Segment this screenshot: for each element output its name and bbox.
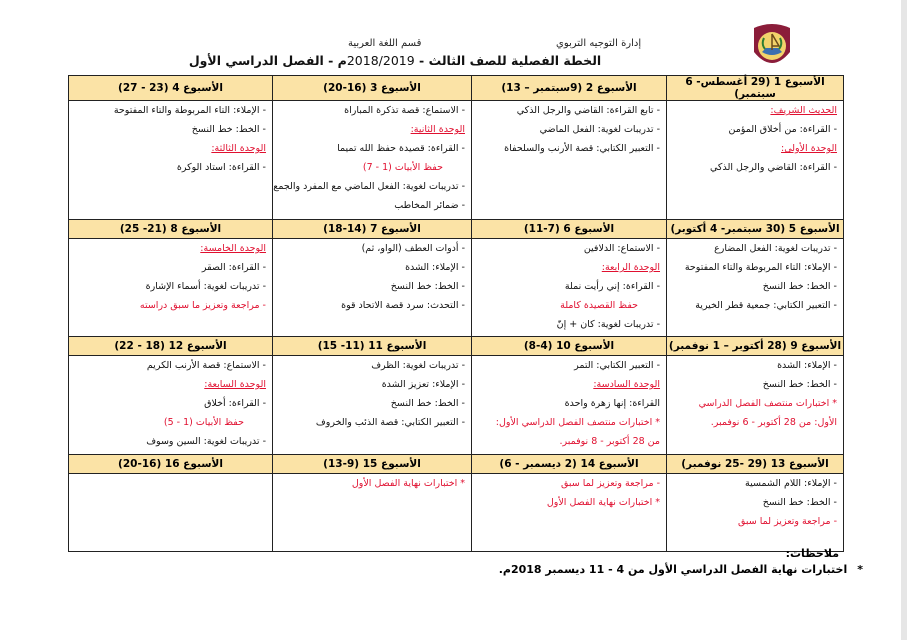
- lesson-text: - الإملاء: اللام الشمسية: [745, 478, 837, 489]
- notes-label: ملاحظات:: [785, 547, 839, 560]
- week-title: الأسبوع 2 (9سبتمبر – 13): [472, 76, 667, 101]
- notes-bullet: *: [857, 563, 863, 576]
- lesson-text: - القراءة: إني رأيت نملة: [564, 281, 660, 292]
- lesson-item: [478, 432, 660, 451]
- week-content: [472, 239, 667, 337]
- lesson-text: - الإملاء: الشدة: [777, 360, 837, 371]
- unit-heading: [279, 120, 465, 139]
- lesson-item: [279, 375, 465, 394]
- lesson-text: * اختبارات نهاية الفصل الأول: [546, 497, 660, 508]
- unit-heading: [478, 258, 660, 277]
- lesson-text: - تدريبات لغوية: السين وسوف: [146, 436, 266, 447]
- lesson-text: - الخط: خط النسخ: [390, 398, 465, 409]
- lesson-item: [673, 296, 837, 315]
- lesson-text: - القراءة: الصقر: [201, 262, 266, 273]
- lesson-item: [673, 120, 837, 139]
- lesson-text: الوحدة الرابعة:: [601, 262, 660, 273]
- department-name: إدارة التوجيه التربوي: [556, 38, 642, 49]
- title-part-b: م - الفصل الدراسي الأول: [188, 53, 347, 68]
- lesson-item: [673, 474, 837, 493]
- unit-heading: [75, 239, 266, 258]
- week-content: [667, 239, 844, 337]
- lesson-item: [478, 101, 660, 120]
- lesson-text: الحديث الشريف:: [770, 105, 837, 116]
- lesson-item: [75, 394, 266, 413]
- lesson-item: [673, 277, 837, 296]
- lesson-text: - تدريبات لغوية: الفعل الماضي: [539, 124, 660, 135]
- lesson-text: - تدريبات لغوية: الفعل الماضي مع المفرد والجمع: [273, 181, 465, 192]
- lesson-item: [279, 158, 465, 177]
- week-title: الأسبوع 13 (29 -25 نوفمبر): [667, 455, 844, 474]
- lesson-text: * اختبارات منتصف الفصل الدراسي: [698, 398, 837, 409]
- week-content: [69, 239, 273, 337]
- lesson-item: [75, 296, 266, 315]
- unit-heading: [75, 139, 266, 158]
- lesson-text: - ضمائر المخاطب: [394, 200, 465, 211]
- lesson-item: [75, 277, 266, 296]
- week-title: الأسبوع 14 (2 ديسمبر - 6): [472, 455, 667, 474]
- week-title: الأسبوع 1 (29 أغسطس- 6 سبتمبر): [667, 76, 844, 101]
- lesson-text: - تابع القراءة: القاضي والرجل الذكي: [516, 105, 660, 116]
- week-content: [667, 474, 844, 552]
- week-header-row: [69, 220, 844, 239]
- week-content: [273, 356, 472, 455]
- week-title: الأسبوع 8 (21- 25): [69, 220, 273, 239]
- lesson-text: حفظ الأبيات (1 - 7): [362, 162, 443, 173]
- lesson-item: [478, 239, 660, 258]
- lesson-text: * اختبارات نهاية الفصل الأول: [351, 478, 465, 489]
- lesson-item: [673, 375, 837, 394]
- lesson-text: - التعبير الكتابي: قصة الذئب والخروف: [315, 417, 465, 428]
- lesson-item: [673, 413, 837, 432]
- lesson-text: - الإملاء: التاء المربوطة والتاء المفتوحة: [113, 105, 266, 116]
- week-header-row: [69, 76, 844, 101]
- lesson-item: [478, 394, 660, 413]
- week-title: الأسبوع 10 (4-8): [472, 337, 667, 356]
- lesson-item: [75, 356, 266, 375]
- week-title: الأسبوع 5 (30 سبتمبر- 4 أكتوبر): [667, 220, 844, 239]
- unit-heading: [673, 139, 837, 158]
- lesson-text: الأول: من 28 أكتوبر - 6 نوفمبر.: [710, 417, 837, 428]
- week-content: [273, 474, 472, 552]
- lesson-text: الوحدة السادسة:: [593, 379, 660, 390]
- lesson-item: [279, 296, 465, 315]
- lesson-item: [673, 512, 837, 531]
- week-content: [273, 101, 472, 220]
- week-title: الأسبوع 3 (16-20): [273, 76, 472, 101]
- lesson-text: - تدريبات لغوية: أسماء الإشارة: [145, 281, 266, 292]
- lesson-text: - التحدث: سرد قصة الاتحاد قوة: [341, 300, 465, 311]
- lesson-text: - مراجعة وتعزيز ما سبق دراسته: [139, 300, 266, 311]
- lesson-item: [673, 158, 837, 177]
- lesson-item: [478, 277, 660, 296]
- lesson-item: [673, 258, 837, 277]
- week-title: الأسبوع 12 (18 - 22): [69, 337, 273, 356]
- notes-text: [0, 563, 863, 576]
- lesson-item: [478, 296, 660, 315]
- lesson-text: - القراءة: قصيدة حفظ الله تميما: [337, 143, 465, 154]
- lesson-item: [279, 356, 465, 375]
- week-title: الأسبوع 15 (9-13): [273, 455, 472, 474]
- lesson-text: - التعبير الكتابي: قصة الأرنب والسلحفاة: [504, 143, 660, 154]
- lesson-item: [279, 258, 465, 277]
- lesson-item: [478, 474, 660, 493]
- lesson-text: - الخط: خط النسخ: [191, 124, 266, 135]
- week-title: الأسبوع 11 (11- 15): [273, 337, 472, 356]
- lesson-text: القراءة: إنها زهرة واحدة: [564, 398, 660, 409]
- lesson-item: [673, 356, 837, 375]
- lesson-item: [75, 413, 266, 432]
- title-part-a: الخطة الفصلية للصف الثالث -: [414, 53, 602, 68]
- lesson-item: [279, 139, 465, 158]
- lesson-item: [279, 196, 465, 215]
- lesson-text: - تدريبات لغوية: كان + إنّ: [556, 319, 660, 330]
- week-title: الأسبوع 7 (14-18): [273, 220, 472, 239]
- week-content: [667, 356, 844, 455]
- lesson-item: [75, 432, 266, 451]
- lesson-text: - الاستماع: قصة تذكرة المباراة: [344, 105, 465, 116]
- lesson-text: - القراءة: القاضي والرجل الذكي: [710, 162, 837, 173]
- lesson-text: الوحدة الأولى:: [781, 143, 837, 154]
- week-content: [472, 474, 667, 552]
- lesson-text: - الإملاء: التاء المربوطة والتاء المفتوحة: [684, 262, 837, 273]
- lesson-text: - الإملاء: الشدة: [405, 262, 465, 273]
- lesson-text: - الاستماع: قصة الأرنب الكريم: [146, 360, 266, 371]
- lesson-text: الوحدة السابعة:: [204, 379, 266, 390]
- week-content-row: [69, 356, 844, 455]
- lesson-text: - القراءة: أخلاق: [204, 398, 266, 409]
- lesson-text: - التعبير الكتابي: جمعية قطر الخيرية: [695, 300, 837, 311]
- lesson-item: [478, 120, 660, 139]
- lesson-text: الوحدة الثانية:: [410, 124, 465, 135]
- lesson-item: [673, 493, 837, 512]
- lesson-text: - القراءة: من أخلاق المؤمن: [728, 124, 837, 135]
- lesson-text: - الخط: خط النسخ: [762, 497, 837, 508]
- lesson-item: [478, 315, 660, 334]
- lesson-item: [75, 120, 266, 139]
- lesson-text: من 28 أكتوبر - 8 نوفمبر.: [559, 436, 660, 447]
- lesson-item: [75, 101, 266, 120]
- week-content: [69, 356, 273, 455]
- week-header-row: [69, 455, 844, 474]
- page-edge: [901, 0, 907, 640]
- lesson-item: [273, 177, 465, 196]
- unit-heading: [673, 101, 837, 120]
- lesson-item: [478, 493, 660, 512]
- page-title: [130, 53, 660, 68]
- lesson-text: - الإملاء: تعزيز الشدة: [381, 379, 465, 390]
- week-header-row: [69, 337, 844, 356]
- lesson-item: [279, 474, 465, 493]
- week-title: الأسبوع 9 (28 أكتوبر – 1 نوفمبر): [667, 337, 844, 356]
- lesson-item: [279, 239, 465, 258]
- week-title: الأسبوع 16 (16-20): [69, 455, 273, 474]
- week-content: [273, 239, 472, 337]
- week-content: [667, 101, 844, 220]
- lesson-text: - القراءة: استاد الوكرة: [176, 162, 266, 173]
- lesson-item: [673, 239, 837, 258]
- lesson-text: * اختبارات منتصف الفصل الدراسي الأول:: [495, 417, 660, 428]
- lesson-text: - مراجعة وتعزيز لما سبق: [561, 478, 660, 489]
- week-content: [69, 101, 273, 220]
- week-title: الأسبوع 6 (7-11): [472, 220, 667, 239]
- lesson-text: - الاستماع: الدلافين: [583, 243, 660, 254]
- lesson-item: [279, 413, 465, 432]
- title-year: 2018/2019: [346, 53, 415, 68]
- lesson-text: - تدريبات لغوية: الفعل المضارع: [714, 243, 837, 254]
- week-content-row: [69, 239, 844, 337]
- lesson-text: - أدوات العطف (الواو، ثم): [361, 243, 465, 254]
- unit-heading: [75, 375, 266, 394]
- notes-body: اختبارات نهاية الفصل الدراسي الأول من 4 - 11 ديسمبر 2018م.: [498, 563, 848, 576]
- lesson-text: - الخط: خط النسخ: [390, 281, 465, 292]
- lesson-item: [75, 258, 266, 277]
- week-content: [472, 101, 667, 220]
- lesson-item: [478, 356, 660, 375]
- lesson-text: حفظ الأبيات (1 - 5): [163, 417, 244, 428]
- lesson-text: - تدريبات لغوية: الظرف: [371, 360, 465, 371]
- lesson-item: [673, 394, 837, 413]
- section-name: قسم اللغة العربية: [348, 38, 422, 49]
- lesson-text: - التعبير الكتابي: التمر: [574, 360, 660, 371]
- week-content-row: [69, 474, 844, 552]
- lesson-item: [279, 101, 465, 120]
- week-title: الأسبوع 4 (23 - 27): [69, 76, 273, 101]
- lesson-item: [75, 158, 266, 177]
- week-content: [472, 356, 667, 455]
- ministry-logo-icon: [748, 22, 796, 74]
- lesson-item: [279, 277, 465, 296]
- lesson-text: الوحدة الثالثة:: [211, 143, 266, 154]
- lesson-item: [279, 394, 465, 413]
- lesson-text: الوحدة الخامسة:: [200, 243, 266, 254]
- lesson-item: [478, 413, 660, 432]
- lesson-text: - الخط: خط النسخ: [762, 379, 837, 390]
- week-content-row: [69, 101, 844, 220]
- lesson-text: - الخط: خط النسخ: [762, 281, 837, 292]
- week-content: [69, 474, 273, 552]
- semester-plan-table: [68, 75, 844, 552]
- lesson-text: حفظ القصيدة كاملة: [560, 300, 638, 311]
- lesson-text: - مراجعة وتعزيز لما سبق: [738, 516, 837, 527]
- lesson-item: [478, 139, 660, 158]
- unit-heading: [478, 375, 660, 394]
